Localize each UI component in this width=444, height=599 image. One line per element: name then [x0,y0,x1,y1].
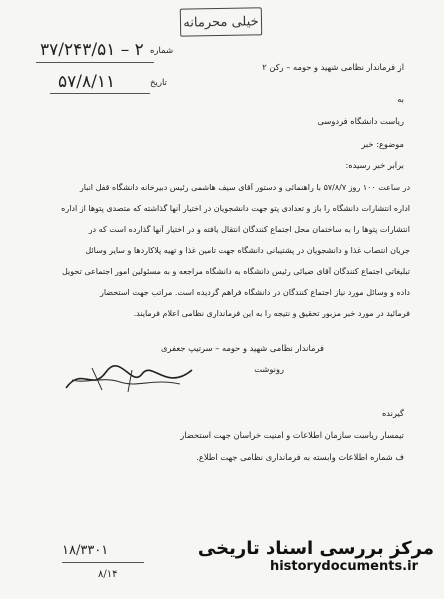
number-label: شماره [150,46,174,56]
number-underline [36,62,154,63]
archive-underline [62,562,144,563]
cc-line-2: ف شماره اطلاعات وابسته به فرمانداری نظامی جهت اطلاع. [196,452,404,462]
date-underline [50,93,150,94]
letter-date: ۵۷/۸/۱۱ [58,72,116,92]
handwritten-signature [62,362,197,396]
body-line-2: اداره انتشارات دانشگاه را باز و تعدادی پتو جهت دانشجویان در اختیار آنها گذاشته که متصدی پتوها از اداره [61,204,410,213]
body-line-1: در ساعت ۱۰۰ روز ۵۷/۸/۷ با راهنمائی و دستور آقای سیف هاشمی رئیس دبیرخانه دانشگاه قفل انبار [79,183,410,192]
cc-line-1: تیمسار ریاست سازمان اطلاعات و امنیت خراسان جهت استحضار [180,430,404,440]
watermark [150,538,440,596]
body-line-4: جریان انتصاب غذا و دانشجویان در پشتیبانی دانشگاه جهت تامین غذا و تهیه پلاکاردها و سایر وسائل [85,246,410,255]
classification-text: خیلی محرمانه [183,13,259,31]
subject-line: موضوع: خبر [361,139,404,149]
reference-line: برابر خبر رسیده: [345,160,404,170]
from-line: از فرماندار نظامی شهید و حومه – رکن ۲ [262,62,404,72]
classification-stamp [180,7,262,36]
to-line: ریاست دانشگاه فردوسی [317,116,404,126]
body-line-7: فرمائید در مورد خبر مزبور تحقیق و نتیجه را به این فرمانداری نظامی اعلام فرمایند. [133,309,410,318]
body-line-5: تبلیغاتی اجتماع کنندگان آقای ضیائی رئیس دانشگاه به دانشگاه مراجعه و به مسئولین امور اجتماعی تحویل [61,267,410,276]
watermark-url: historydocuments.ir [269,559,418,574]
body-line-3: انتشارات پتوها را به ساختمان محل اجتماع کنندگان انتقال یافته و در اختیار آنها گذارده است که در [88,225,410,234]
archive-number: ۱۸/۳۳۰۱ [62,543,109,558]
watermark-title: مرکز بررسی اسناد تاریخی [197,538,434,559]
signatory-role: رونوشت [254,364,284,374]
archive-date: ۸/۱۴ [98,569,118,580]
letter-number: ۳۷/۲۴۳/۵۱ – ۲ [40,40,144,60]
body-line-6: داده و وسائل مورد نیاز اجتماع کنندگان در دانشگاه فراهم گردیده است. مراتب جهت استحضار [99,288,410,297]
to-label: به [397,94,404,104]
signatory-title: فرماندار نظامی شهید و حومه – سرتیپ جعفری [161,343,324,353]
date-label: تاریخ [150,78,167,88]
cc-label: گیرنده [381,408,404,418]
